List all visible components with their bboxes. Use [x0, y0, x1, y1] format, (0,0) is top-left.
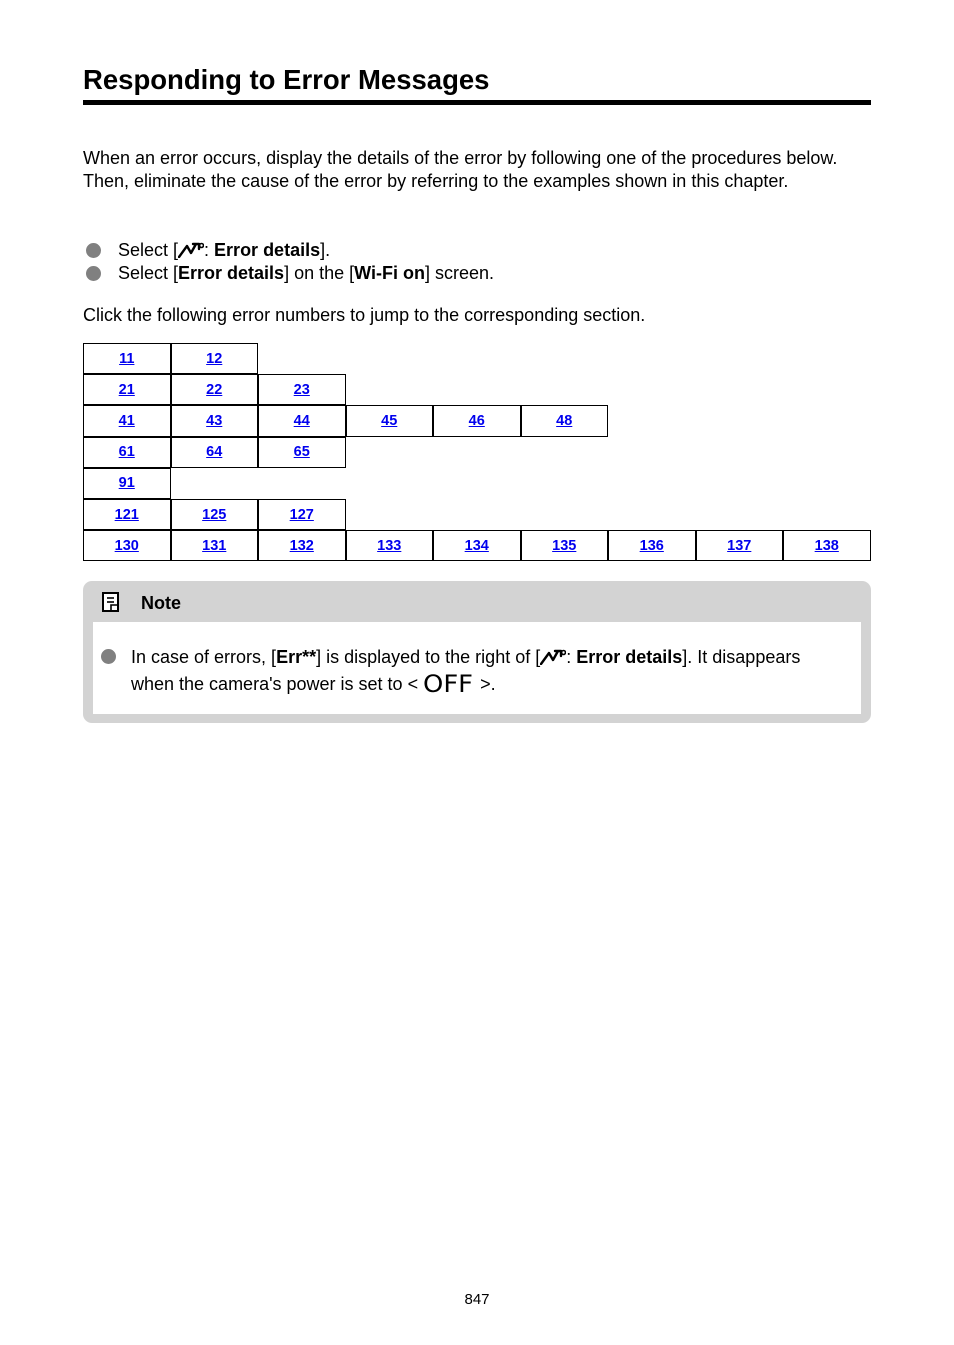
error-cell: [696, 530, 784, 561]
error-cell: [171, 405, 259, 436]
page-number: 847: [464, 1291, 490, 1308]
error-cell: [433, 530, 521, 561]
error-link-133[interactable]: 133: [377, 537, 402, 554]
error-link-125[interactable]: 125: [202, 506, 227, 523]
wrench-icon: [540, 649, 566, 665]
procedure-item-1: Select [ : Error details].: [83, 239, 863, 262]
error-cell: [83, 405, 171, 436]
intro-paragraph: When an error occurs, display the details of the error by following one of the procedures below. Then, eliminate the cause of the error by referring to the examples shown in this chapter.: [83, 148, 838, 191]
error-link-121[interactable]: 121: [114, 506, 139, 523]
error-link-43[interactable]: 43: [206, 412, 223, 429]
error-link-22[interactable]: 22: [206, 381, 223, 398]
jump-instruction: Click the following error numbers to jump to the corresponding section.: [83, 305, 646, 325]
error-link-130[interactable]: 130: [114, 537, 139, 554]
error-cell: [258, 405, 346, 436]
error-cell: [83, 468, 171, 499]
error-cell: [171, 437, 259, 468]
note-memo-icon: [101, 591, 121, 613]
error-cell: [346, 530, 434, 561]
error-link-11[interactable]: 11: [119, 350, 135, 367]
error-cell: [521, 530, 609, 561]
error-link-127[interactable]: 127: [289, 506, 314, 523]
error-link-135[interactable]: 135: [552, 537, 577, 554]
note-text: In case of errors, [Err**] is displayed to the right of [ : Error details]. It disappears when the camera's power is set to < OFF >.: [131, 644, 831, 698]
error-link-23[interactable]: 23: [293, 381, 310, 398]
error-link-48[interactable]: 48: [556, 412, 573, 429]
error-link-21[interactable]: 21: [118, 381, 135, 398]
error-link-46[interactable]: 46: [468, 412, 485, 429]
error-link-136[interactable]: 136: [639, 537, 664, 554]
page-title: Responding to Error Messages: [83, 62, 871, 105]
error-link-12[interactable]: 12: [206, 350, 223, 367]
error-cell: [83, 530, 171, 561]
note-title: Note: [141, 593, 181, 613]
error-cell: [258, 437, 346, 468]
error-cell: [521, 405, 609, 436]
error-link-132[interactable]: 132: [289, 537, 314, 554]
power-off-symbol: [423, 672, 475, 694]
error-link-45[interactable]: 45: [381, 412, 398, 429]
error-link-91[interactable]: 91: [118, 475, 135, 492]
error-link-41[interactable]: 41: [118, 412, 135, 429]
error-cell: [171, 343, 259, 374]
error-cell: [83, 343, 171, 374]
error-cell: [783, 530, 871, 561]
error-cell: [83, 499, 171, 530]
error-link-44[interactable]: 44: [293, 412, 310, 429]
error-link-65[interactable]: 65: [293, 444, 310, 461]
error-cell: [83, 374, 171, 405]
error-cell: [608, 530, 696, 561]
procedure-item-2: Select [Error details] on the [Wi-Fi on] screen.: [83, 262, 863, 285]
error-cell: [258, 530, 346, 561]
error-link-61[interactable]: 61: [118, 444, 135, 461]
error-link-138[interactable]: 138: [814, 537, 839, 554]
error-cell: [433, 405, 521, 436]
error-link-134[interactable]: 134: [464, 537, 489, 554]
wrench-icon: [178, 242, 204, 258]
error-link-137[interactable]: 137: [727, 537, 752, 554]
error-cell: [171, 530, 259, 561]
error-cell: [258, 499, 346, 530]
svg-text:OFF: OFF: [423, 672, 474, 694]
error-cell: [171, 374, 259, 405]
error-cell: [171, 499, 259, 530]
bullet-dot-icon: [101, 649, 116, 664]
error-cell: [258, 374, 346, 405]
error-cell: [346, 405, 434, 436]
note-box: [83, 581, 871, 723]
note-content: [93, 622, 861, 714]
error-cell: [83, 437, 171, 468]
bullet-dot-icon: [86, 243, 101, 258]
error-link-131[interactable]: 131: [202, 537, 227, 554]
bullet-dot-icon: [86, 266, 101, 281]
error-link-64[interactable]: 64: [206, 444, 223, 461]
procedure-list: [83, 239, 863, 285]
